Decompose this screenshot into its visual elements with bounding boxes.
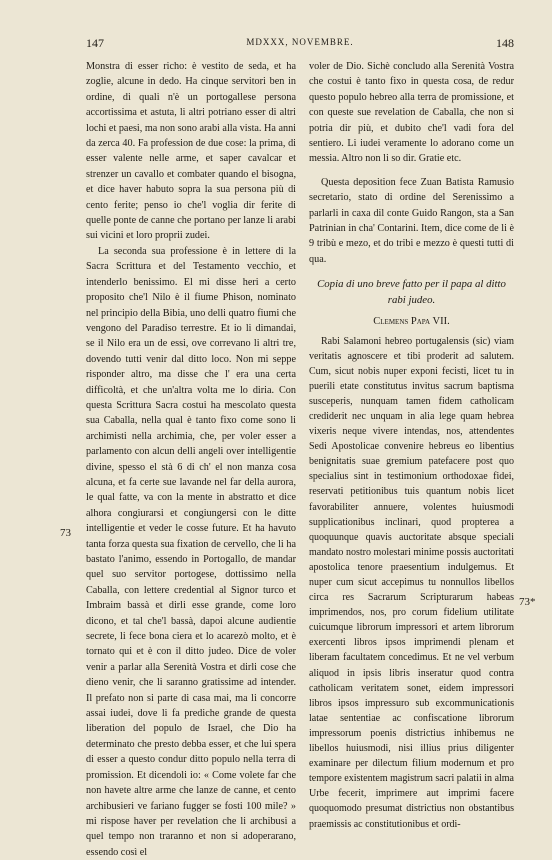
paragraph: La seconda sua professione è in lettere di la Sacra Scrittura et del Testamento vecchio, et intenderlo benissimo. El mi disse heri a certo proposito che'l Nilo è il fiume Phison, nominato nel principio della Bibia, uno delli quatro fiumi che vengono del Paradiso terrestre. Et io li dimandai, se il Nilo era un de essi, ove correvano li altri tre, dovendo tutti venir dal ditto loco. Non mi seppe risponder altro, ma disse che l' era una certa difficoltà, et che un'altra volta me lo diria. Con questa Scrittura Sacra costui ha mescolato questa sua Caballa, nella qual è tanto fixo come sono li archimisti nella archimia, che, per voler esser a parlamento con alcun delli angeli over intelligentie divine, spesso el stà 6 di ch' el non manza cosa alcuna, et fa certe sue lavande nel far della aurora, le qual fatte, va con la mente in abstratto et dice alhora congiurarsi et congiungersi con le ditte intelligentie et veder le cosse future. Et ha havuto tanta forza questa sua fixation de cervello, che li ha bastato l'animo, essendo in Portogallo, de mandar quel suo servitor portogese, dottissimo nella Caballa, con lettere credential al Signor turco et Imbraim bassà et dirli esse grande, come loro dicono, et tal che'l bassà, dapoi alcune audientie secrete, li fece bona ciera et lo acarezò molto, et è tornato qui et è con il ditto judeo. Dice de voler venir a parlar alla Serenità Vostra et dirli cose che dieno venir, che li saranno gratissime ad intender. Il prefato non si parte di casa mai, ma li concorre assai iudei, dove li fa prediche grande de questa liberation del populo de Israel, che Dio ha determinato che presto debba esser, et che lui spera di esser a questo condur ditto populo nella terra di promission. Et dicendoli io: « Come volete far che non havete altre arme che lanze de canne, et cento archibusieri ve fariano fugger se fosti 100 mile? » mi rispose haver per revelation che li archibusi a quel tempo non traranno et non si adoperarano, essendo così el	[86, 245, 296, 858]
paragraph: voler de Dio. Sichè concludo alla Serenità Vostra che costui è tanto fixo in questa cosa, de redur questo populo hebreo alla terra de promissione, et con queste sue revelation de Caballa, che non si potria dir più, et dubito che'l vadi fora del sentiero. Li iudei veramente lo adorano come un messia. Altro non li so dir. Gratie etc.	[309, 61, 514, 165]
margin-number-left: 73	[60, 527, 71, 539]
document-title: Copia di uno breve fatto per il papa al ditto rabi judeo.	[317, 278, 506, 306]
margin-number-right: 73*	[519, 596, 536, 608]
page-number-left: 147	[86, 36, 104, 50]
paragraph: Questa deposition fece Zuan Batista Ramusio secretario, stato di ordine del Serenissimo a parlarli in caxa dil conte Guido Rangon, sta a San Patrinian in cha' Contarini. Item, dice come de li è 9 tribù e mezo, et do tribi e mezzo è questi tutti di qua.	[309, 176, 514, 265]
right-column	[309, 59, 514, 832]
left-column	[86, 59, 296, 860]
latin-text: Rabi Salamoni hebreo portugalensis (sic) viam veritatis agnoscere et tibi proderit ad salutem. Cum, sicut nobis nuper exponi fecisti, licet tu in puerili etate constitutus invitus sacrum baptisma susceperis, nunquam tamen fidem catholicam crediderit nec unquam in alia lege quam hebrea vixeris neque vivere intendas, nos, attendentes Sedi Apostolicae convenire hebreus eo libentius benignitatis suae gremium patefacere post quo specialius sint in testimonium orthodoxae fidei, reservati petitionibus tuis quantum nobis licet favorabiliter annuere, volentes huiusmodi supplicationibus inclinari, quod propterea a quoquunque quavis auctoritate absque speciali mandato nostro molestari minime possis auctoritati apostolica tenore praesentium indulgemus. Et nuper cum sicut accepimus tu nonnullos libellos circa res Sacrarum Scripturarum habeas imprimendos, nos, pro corum fidelium utilitate cuicumque librorum impressori et artem librorum exercenti libros ipsos imprimendi plenam et liberam facultatem concedimus. Et ne vel verbum aliquod in ipsis libris inseratur quod contra catholicam veritatem sonet, eidem impressori libros ipsos impressuro sub excommunicationis latae sententiae ac confiscatione librorum impressorum poenis districtius inhibemus ne libellos huiusmodi, nisi illius prius diligenter examinare per dilectum filium modernum et pro tempore existentem magistrum sacri palatii in alma Urbe fecerit, imprimere aut imprimi facere quoquomodo presumat districtius non obstantibus praemissis ac constitutionibus et ordi-	[309, 335, 514, 830]
document-subtitle: Clemens Papa VII.	[373, 316, 450, 328]
running-title: MDXXX, NOVEMBRE.	[246, 37, 354, 47]
paragraph: Monstra di esser richo: è vestito de seda, et ha zoglie, alcune in dedo. Ha cinque servitori ben in ordine, di quali n'è un portogallese persona accortissima et astuta, li altri potriano esser di altri lochi et paesi, ma non sono arabi alla vista. Ha anni da zerca 40. Fa profession de due cose: la prima, di esser valente nelle arme, et saper cavalcar et strenzer un cavallo et combater quando el bisogna, et dice haver habuto sopra la sua persona più di cento ferite; penso io che'l voglia dir ferite di quelle ponte de canne che portano per lanze li arabi sui vicini et loro proprii zudei.	[86, 61, 296, 242]
page-number-right: 148	[496, 36, 514, 50]
running-head	[86, 36, 514, 52]
